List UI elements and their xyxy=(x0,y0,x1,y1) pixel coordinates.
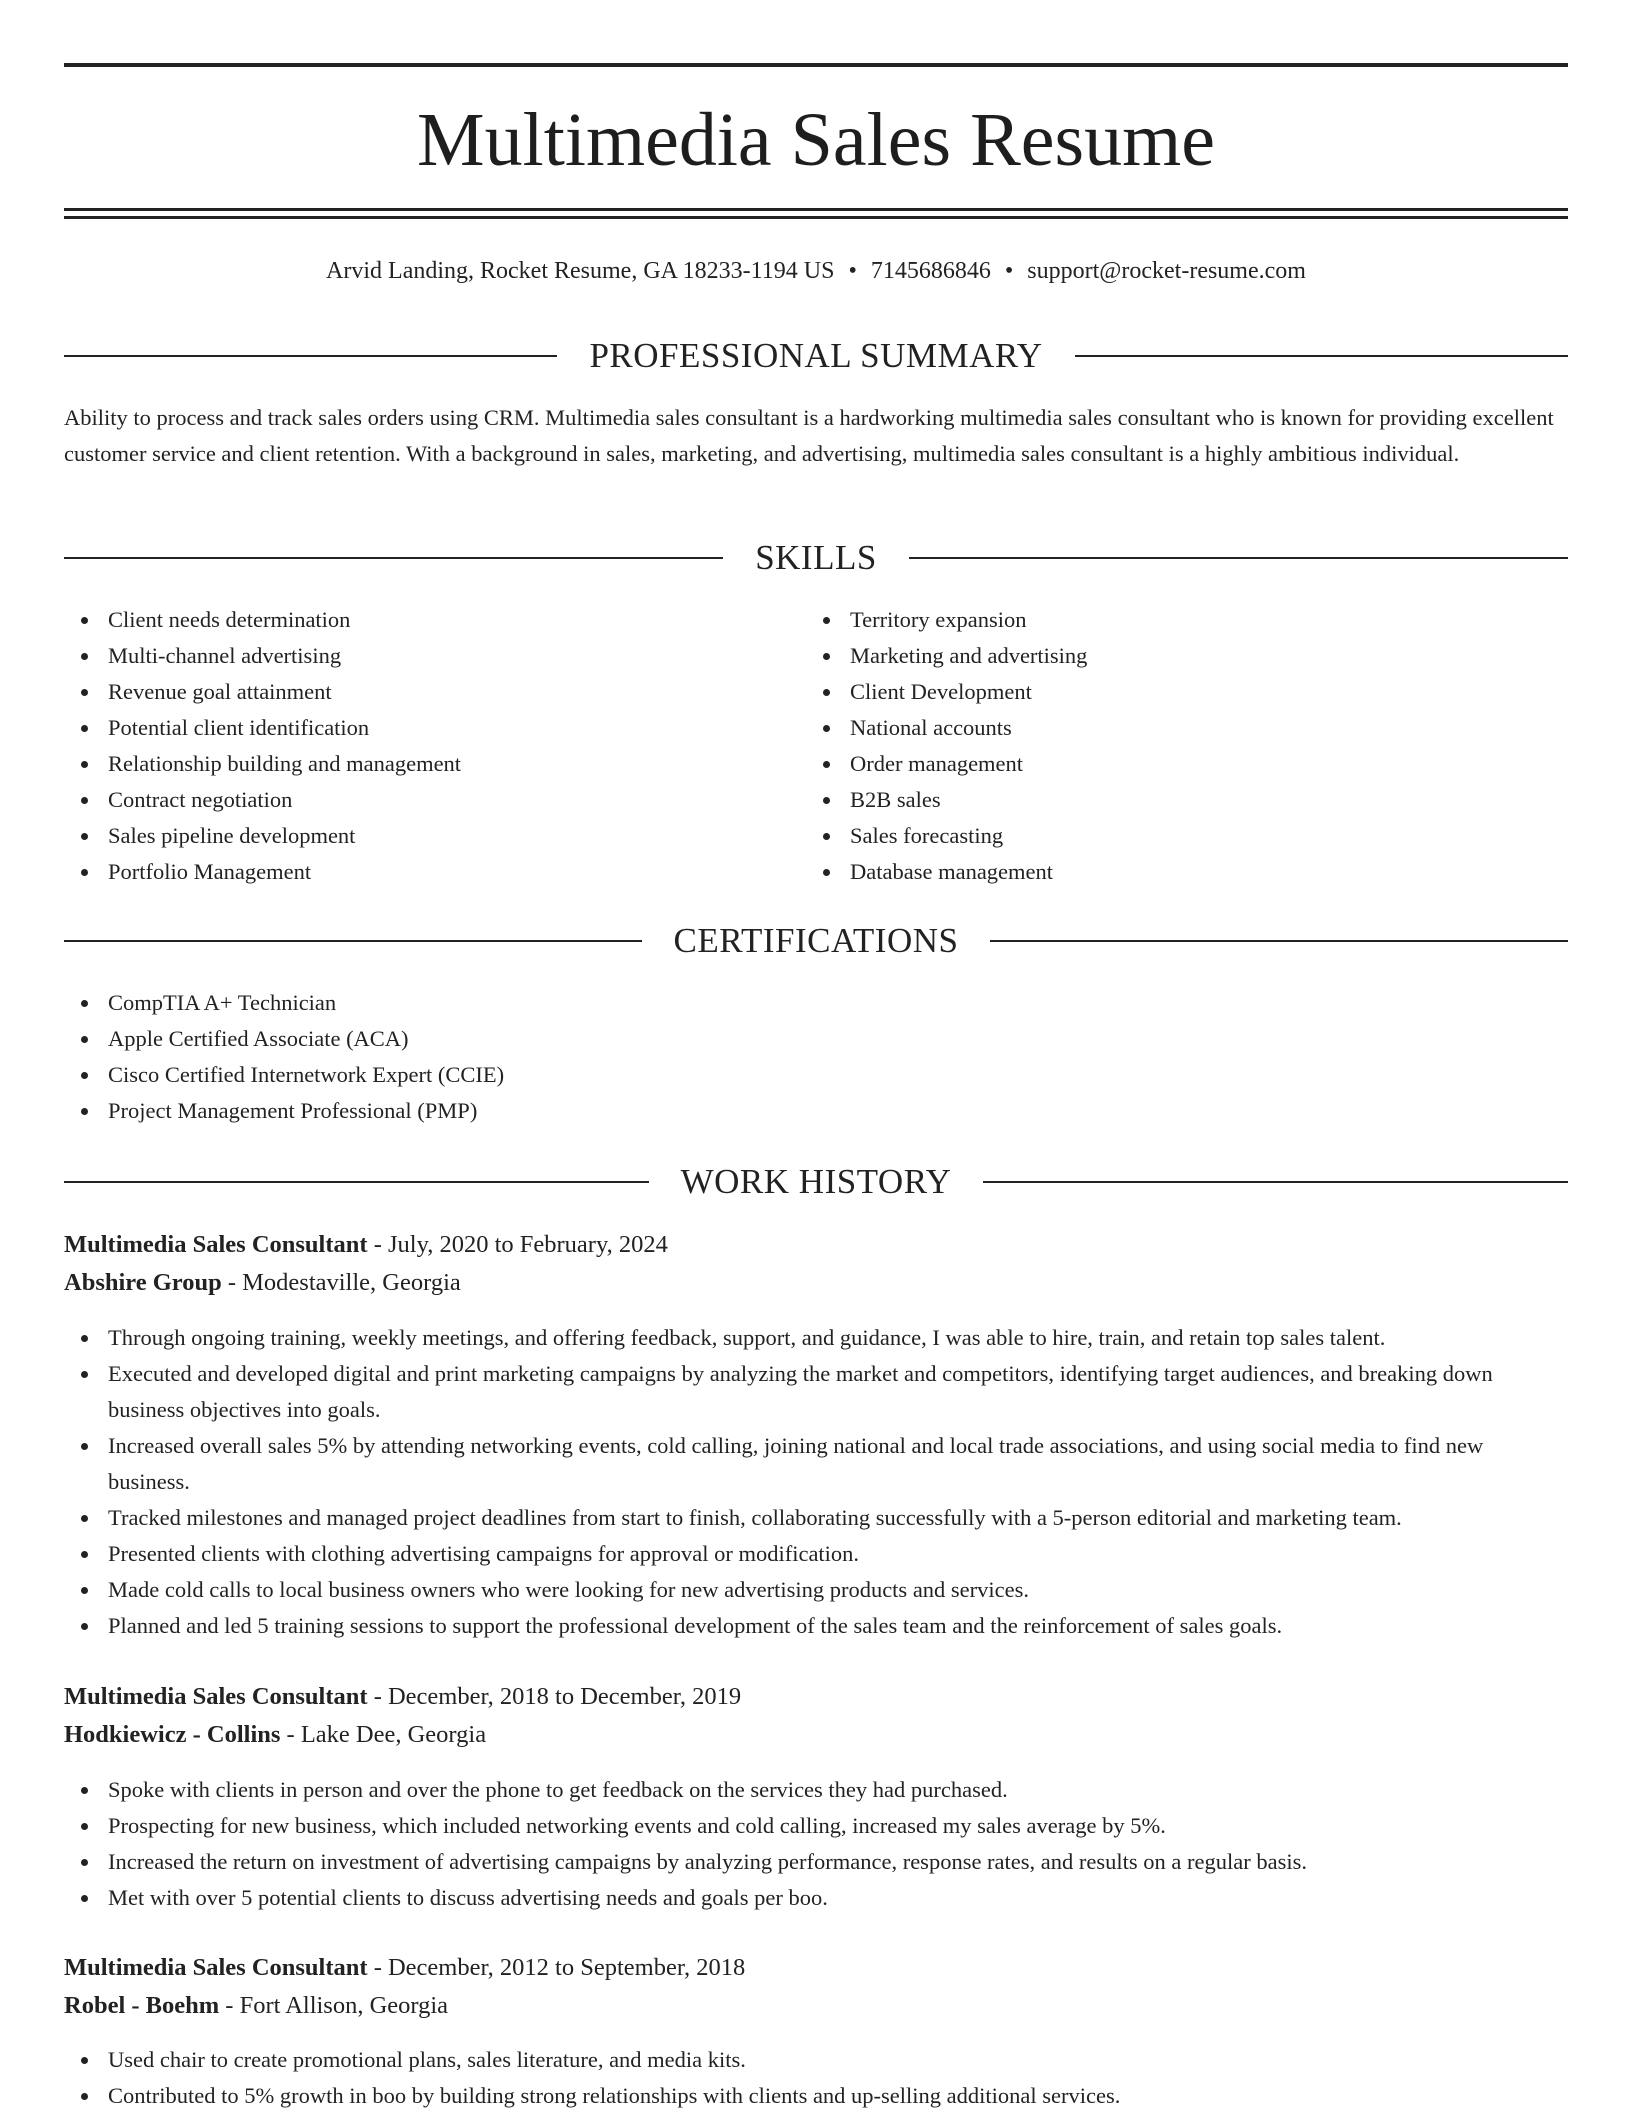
job-company: Hodkiewicz - Collins xyxy=(64,1721,281,1748)
heading-rule-left xyxy=(64,1181,649,1183)
work-heading xyxy=(64,1162,1568,1202)
list-item: Contributed to 5% growth in boo by building strong relationships with clients and up-selling additional services. xyxy=(64,2078,1568,2112)
certifications-list xyxy=(64,985,1568,1129)
certifications-heading-label: CERTIFICATIONS xyxy=(673,921,959,960)
skills-list-left xyxy=(64,602,804,890)
job-title: Multimedia Sales Consultant xyxy=(64,1954,368,1981)
contact-line xyxy=(64,254,1568,288)
list-item: National accounts xyxy=(806,710,1546,746)
list-item: Used chair to create promotional plans, sales literature, and media kits. xyxy=(64,2042,1568,2078)
heading-rule-right xyxy=(990,940,1568,942)
list-item: Prospecting for new business, which included networking events and cold calling, increased my sales average by 5%. xyxy=(64,1808,1568,1844)
list-item: Relationship building and management xyxy=(64,746,804,782)
list-item: Potential client identification xyxy=(64,710,804,746)
title-rule-lower xyxy=(64,216,1568,219)
summary-heading-label: PROFESSIONAL SUMMARY xyxy=(589,336,1043,375)
job-company-line xyxy=(64,1716,1568,1754)
title-rule-upper xyxy=(64,208,1568,211)
list-item: Client Development xyxy=(806,674,1546,710)
list-item: Sales pipeline development xyxy=(64,818,804,854)
list-item: Project Management Professional (PMP) xyxy=(64,1093,1568,1129)
job-title-line xyxy=(64,1678,1568,1716)
job-dates: - December, 2012 to September, 2018 xyxy=(367,1954,746,1981)
list-item: Cisco Certified Internetwork Expert (CCIE) xyxy=(64,1057,1568,1093)
summary-text: Ability to process and track sales orders using CRM. Multimedia sales consultant is a hardworking multimedia sales consultant who is known for providing excellent customer service and client retention. With a background in sales, marketing, and advertising, multimedia sales consultant is a highly ambitious individual. xyxy=(64,405,1554,466)
list-item: Tracked milestones and managed project deadlines from start to finish, collaborating successfully with a 5-person editorial and marketing team. xyxy=(64,1500,1568,1536)
list-item: Portfolio Management xyxy=(64,854,804,890)
job-title: Multimedia Sales Consultant xyxy=(64,1231,368,1258)
job-company: Robel - Boehm xyxy=(64,1992,220,2019)
list-item: Increased overall sales 5% by attending networking events, cold calling, joining national and local trade associations, and using social media to find new business. xyxy=(64,1428,1568,1500)
list-item: Apple Certified Associate (ACA) xyxy=(64,1021,1568,1057)
list-item: Multi-channel advertising xyxy=(64,638,804,674)
heading-rule-left xyxy=(64,557,723,559)
list-item: Sales forecasting xyxy=(806,818,1546,854)
contact-separator: • xyxy=(848,258,857,284)
certifications-heading xyxy=(64,921,1568,961)
summary-heading xyxy=(64,336,1568,376)
job-dates: - December, 2018 to December, 2019 xyxy=(367,1683,742,1710)
top-rule xyxy=(64,63,1568,67)
heading-rule-right xyxy=(909,557,1568,559)
job-bullets xyxy=(64,2042,1568,2112)
job-company: Abshire Group xyxy=(64,1269,222,1296)
list-item: Territory expansion xyxy=(806,602,1546,638)
contact-email[interactable]: support@rocket-resume.com xyxy=(1027,258,1306,284)
job-title: Multimedia Sales Consultant xyxy=(64,1683,368,1710)
job-dates: - July, 2020 to February, 2024 xyxy=(367,1231,668,1258)
list-item: Through ongoing training, weekly meetings, and offering feedback, support, and guidance, I was able to hire, train, and retain top sales talent. xyxy=(64,1320,1568,1356)
list-item: Presented clients with clothing advertising campaigns for approval or modification. xyxy=(64,1536,1568,1572)
skills-heading xyxy=(64,538,1568,578)
heading-rule-right xyxy=(1075,355,1568,357)
list-item: Contract negotiation xyxy=(64,782,804,818)
work-heading-label: WORK HISTORY xyxy=(680,1162,952,1201)
list-item: Increased the return on investment of advertising campaigns by analyzing performance, response rates, and results on a regular basis. xyxy=(64,1844,1568,1880)
list-item: Marketing and advertising xyxy=(806,638,1546,674)
list-item: Database management xyxy=(806,854,1546,890)
list-item: Client needs determination xyxy=(64,602,804,638)
list-item: Made cold calls to local business owners who were looking for new advertising products and services. xyxy=(64,1572,1568,1608)
heading-rule-left xyxy=(64,940,642,942)
list-item: Met with over 5 potential clients to discuss advertising needs and goals per boo. xyxy=(64,1880,1568,1916)
job-location: - Fort Allison, Georgia xyxy=(219,1992,449,2019)
job-company-line xyxy=(64,1987,1568,2025)
contact-phone[interactable]: 7145686846 xyxy=(870,258,991,284)
job-title-line xyxy=(64,1226,1568,1264)
job-location: - Lake Dee, Georgia xyxy=(280,1721,487,1748)
job-bullets xyxy=(64,1772,1568,1916)
list-item: B2B sales xyxy=(806,782,1546,818)
heading-rule-right xyxy=(983,1181,1568,1183)
job-company-line xyxy=(64,1264,1568,1302)
contact-separator: • xyxy=(1004,258,1014,284)
list-item: Planned and led 5 training sessions to support the professional development of the sales team and the reinforcement of sales goals. xyxy=(64,1608,1568,1644)
heading-rule-left xyxy=(64,355,557,357)
resume-title: Multimedia Sales Resume xyxy=(417,98,1215,182)
list-item: CompTIA A+ Technician xyxy=(64,985,1568,1021)
job-title-line xyxy=(64,1949,1568,1987)
job-bullets xyxy=(64,1320,1568,1644)
skills-list-right xyxy=(806,602,1546,890)
list-item: Order management xyxy=(806,746,1546,782)
list-item: Revenue goal attainment xyxy=(64,674,804,710)
list-item: Executed and developed digital and print marketing campaigns by analyzing the market and competitors, identifying target audiences, and breaking down business objectives into goals. xyxy=(64,1356,1568,1428)
job-location: - Modestaville, Georgia xyxy=(221,1269,461,1296)
list-item: Spoke with clients in person and over the phone to get feedback on the services they had purchased. xyxy=(64,1772,1568,1808)
skills-heading-label: SKILLS xyxy=(755,538,877,577)
contact-address: Arvid Landing, Rocket Resume, GA 18233-1194 US xyxy=(326,258,835,284)
